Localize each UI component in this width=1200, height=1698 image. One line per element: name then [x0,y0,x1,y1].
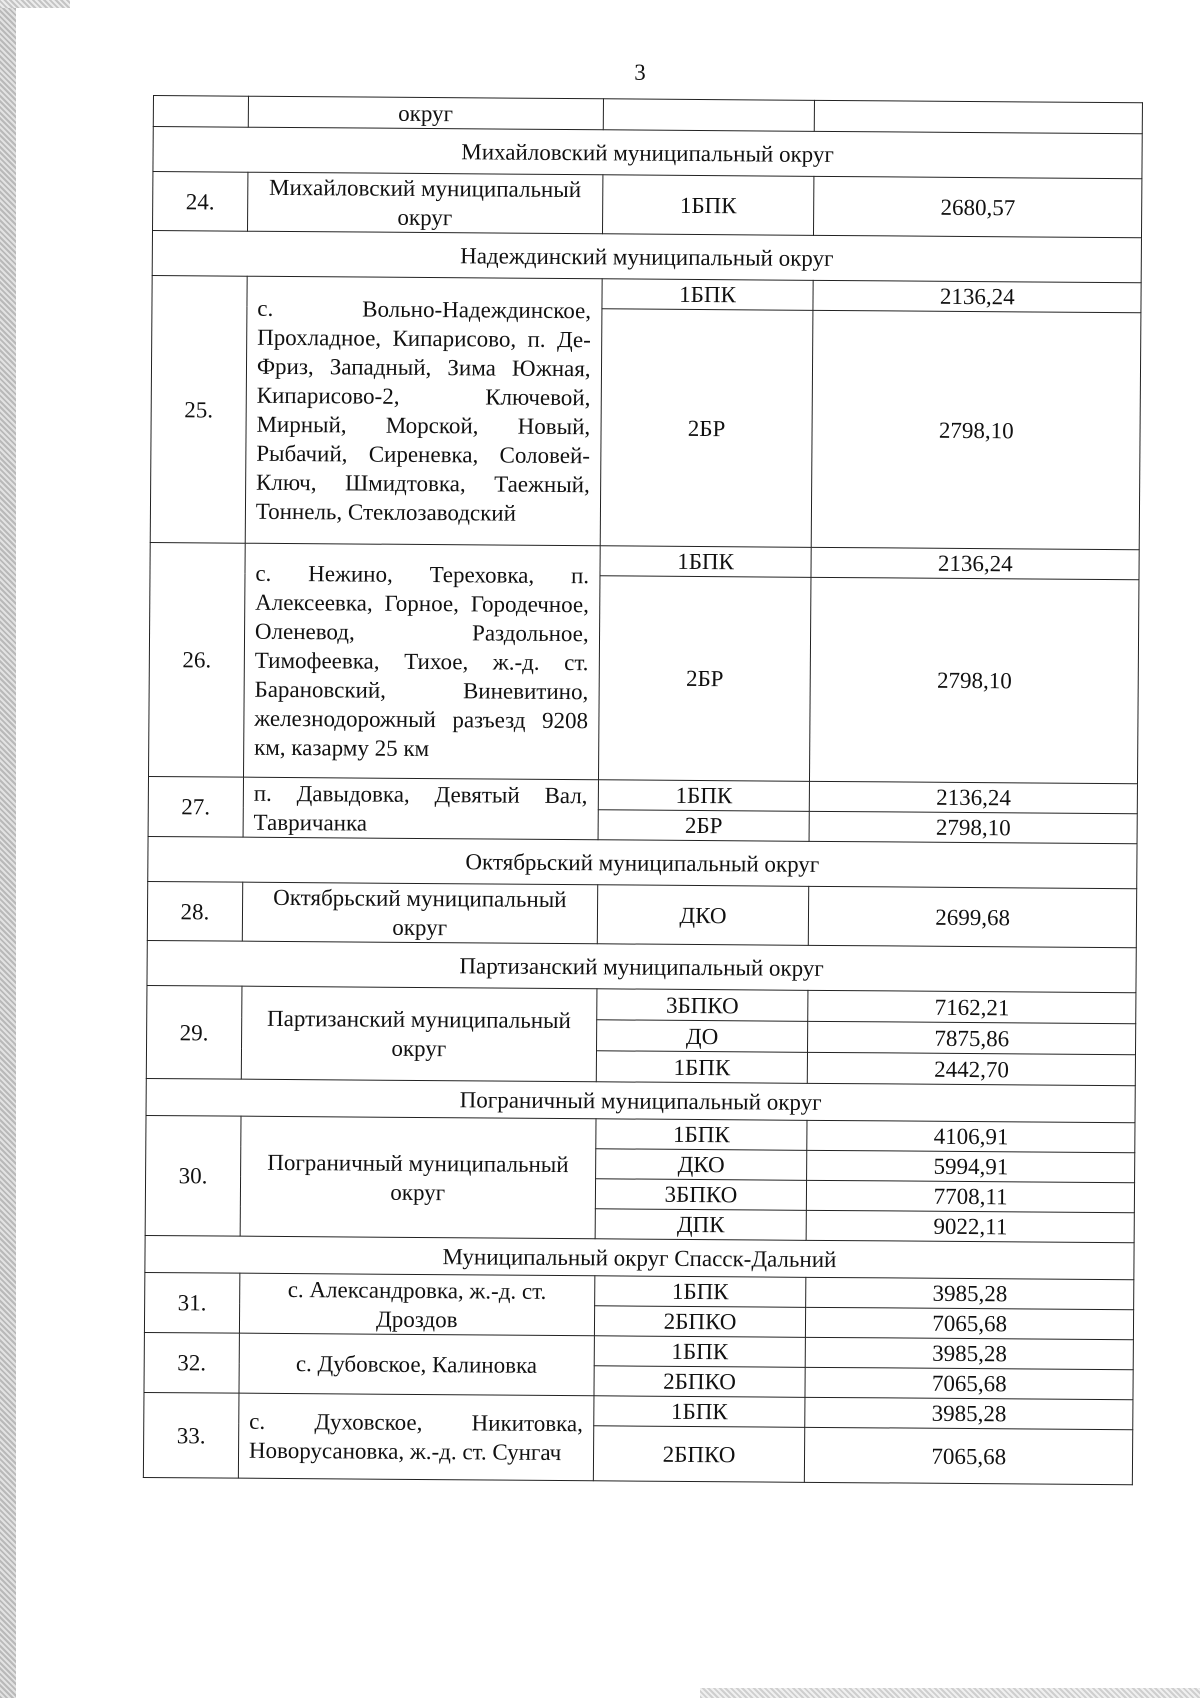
code-cell: 3БПКО [595,1179,807,1211]
table-row [146,1115,1135,1152]
code-cell: 1БПК [593,1396,805,1428]
price-cell: 7065,68 [805,1427,1133,1484]
price-cell: 3985,28 [805,1397,1133,1429]
name-cell: с. Вольно-Надеждинское, Прохладное, Кипарисово, п. Де-Фриз, Западный, Зима Южная, Кипарисово-2, Ключевой, Мирный, Морской, Новый, Рыбачий, Сиреневка, Соловей-Ключ, Шмидтовка, Таежный, Тоннель, Стеклозаводский [245,276,602,546]
scan-edge-bottom [700,1688,1200,1698]
price-cell: 7065,68 [806,1307,1134,1339]
name-cell: с. Нежино, Тереховка, п. Алексеевка, Горное, Городечное, Оленевод, Раздольное, Тимофеевка, Тихое, ж.-д. ст. Барановский, Виневитино, железнодорожный разъезд 9208 км, казарму 25 км [243,543,599,780]
name-cell: Октябрьский муниципальный округ [242,882,597,944]
code-cell: 2БПКО [593,1426,805,1483]
section-title: Партизанский муниципальный округ [147,940,1136,992]
code-cell: 1БПК [595,1119,807,1151]
scan-edge-left [0,0,16,1698]
row-number-cell: 31. [144,1272,239,1333]
section-title: Октябрьский муниципальный округ [148,836,1137,888]
name-cell: Пограничный муниципальный округ [240,1116,596,1239]
name-cell: с. Дубовское, Калиновка [239,1333,594,1396]
price-cell: 2699,68 [809,886,1137,947]
price-cell: 5994,91 [807,1150,1135,1182]
section-row [152,231,1141,283]
page-number: 3 [634,60,646,85]
table-row [147,985,1136,1023]
price-cell: 2136,24 [810,781,1138,813]
code-cell: 1БПК [598,780,810,812]
table-row [147,881,1136,947]
name-cell: округ [248,96,603,130]
row-number-cell: 24. [153,172,248,232]
row-number-cell [153,96,248,128]
price-cell: 7875,86 [808,1021,1136,1054]
name-cell: с. Духовское, Никитовка, Новорусановка, ж.-д. ст. Сунгач [238,1393,593,1481]
code-cell: ДО [596,1020,808,1053]
price-cell: 7065,68 [805,1367,1133,1399]
code-cell: 1БПК [594,1336,806,1368]
code-cell: 3БПКО [596,989,808,1022]
row-number-cell: 30. [145,1115,241,1236]
price-cell: 2798,10 [812,310,1141,549]
row-number-cell: 32. [144,1332,239,1393]
price-cell: 7708,11 [807,1180,1135,1212]
price-cell: 3985,28 [806,1277,1134,1309]
section-title: Михайловский муниципальный округ [153,127,1142,179]
section-row [153,127,1142,179]
table-row [150,542,1139,579]
name-cell: Михайловский муниципальный округ [247,172,602,234]
price-cell: 2442,70 [808,1052,1136,1085]
code-cell: 2БР [598,576,811,782]
price-cell: 2798,10 [809,811,1137,843]
code-cell: 2БПКО [594,1366,806,1398]
code-cell: 2БР [600,309,814,548]
code-cell: 2БР [598,810,810,842]
section-row [147,940,1136,992]
row-number-cell: 26. [149,542,246,777]
price-cell: 2136,24 [811,547,1139,579]
code-cell [603,99,815,132]
price-cell: 4106,91 [807,1120,1135,1152]
tariff-table [143,95,1143,1485]
row-number-cell: 29. [146,985,242,1079]
price-cell [815,100,1143,133]
code-cell: 1БПК [594,1276,806,1308]
table-row [148,776,1137,813]
price-cell: 2798,10 [810,577,1139,783]
table-row [153,172,1142,238]
section-row [148,836,1137,888]
price-cell: 3985,28 [806,1337,1134,1369]
row-number-cell: 28. [147,881,242,941]
price-cell: 9022,11 [807,1210,1135,1242]
row-number-cell: 27. [148,776,243,837]
code-cell: 1БПК [602,279,814,311]
code-cell: ДКО [597,885,809,946]
name-cell: Партизанский муниципальный округ [241,986,596,1082]
name-cell: с. Александровка, ж.-д. ст. Дроздов [239,1273,594,1336]
code-cell: 1БПК [600,546,812,578]
section-title: Пограничный муниципальный округ [146,1078,1135,1122]
row-number-cell: 33. [143,1392,239,1478]
name-cell: п. Давыдовка, Девятый Вал, Тавричанка [243,777,598,840]
code-cell: 1БПК [596,1051,808,1084]
price-cell: 7162,21 [808,990,1136,1023]
code-cell: ДКО [595,1149,807,1181]
section-title: Надеждинский муниципальный округ [152,231,1141,283]
table-row [152,275,1141,312]
code-cell: 1БПК [602,175,814,236]
price-cell: 2136,24 [813,280,1141,312]
price-cell: 2680,57 [814,176,1142,237]
code-cell: 2БПКО [594,1306,806,1338]
section-title: Муниципальный округ Спасск-Дальний [145,1235,1134,1279]
code-cell: ДПК [595,1209,807,1241]
scan-edge-top [0,0,70,8]
table-row [145,1272,1134,1309]
row-number-cell: 25. [150,275,247,543]
